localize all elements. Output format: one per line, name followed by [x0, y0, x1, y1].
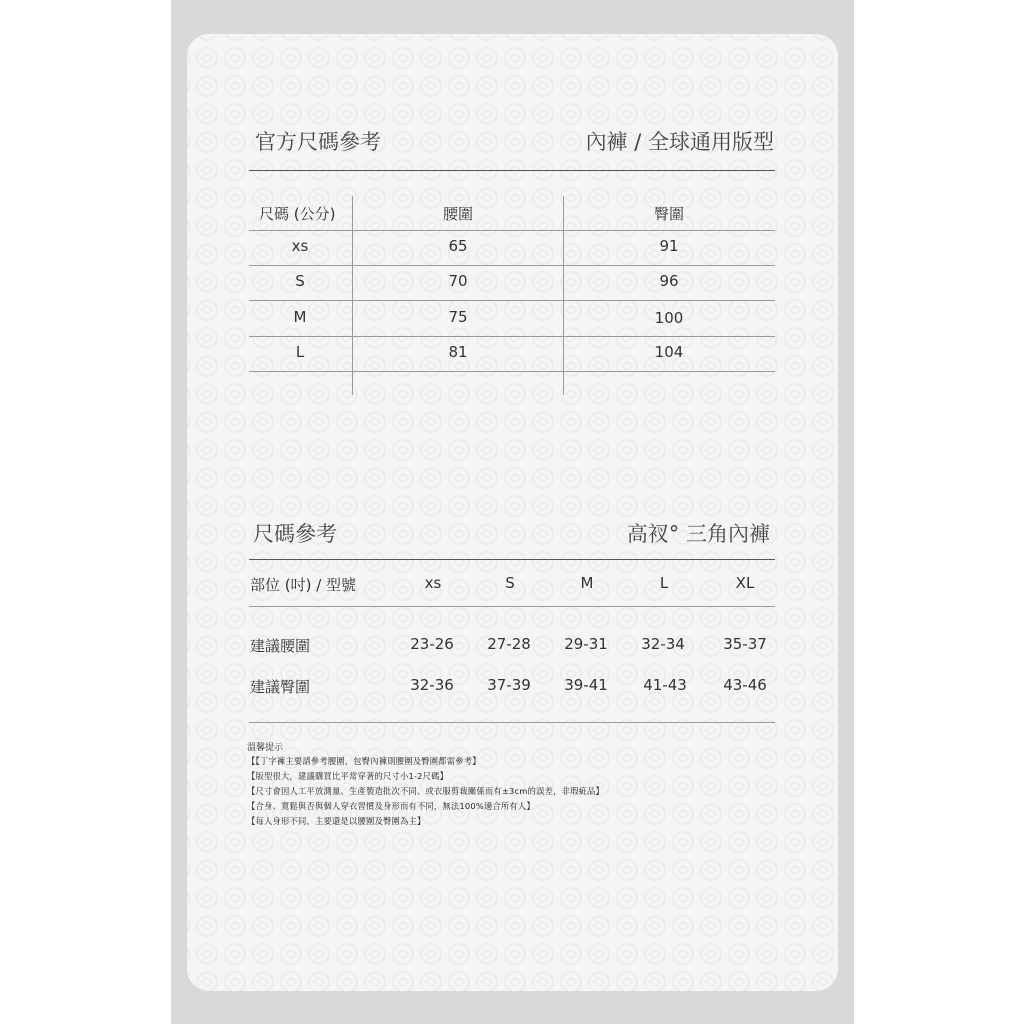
note-item: 【【丁字褲主要請參考腰圍，包臀內褲則腰圍及臀圍都需參考】 — [247, 756, 481, 766]
section1-col-divider — [563, 196, 564, 395]
section1-subtitle: 內褲 / 全球通用版型 — [585, 130, 774, 154]
row-label: 建議腰圍 — [250, 637, 311, 655]
waist-cell: 81 — [448, 343, 468, 361]
section2-header-size: XL — [735, 574, 755, 592]
size-cell: S — [295, 272, 305, 290]
section2-title: 尺碼參考 — [253, 522, 337, 546]
note-item: 【尺寸會因人工平放測量、生產製造批次不同、或衣服剪裁關係而有±3cm的誤差，非瑕疵品】 — [247, 786, 605, 796]
section2-header-label: 部位 (吋) / 型號 — [250, 576, 357, 594]
section1-row-rule — [249, 300, 775, 301]
section2-header-size: L — [659, 574, 669, 592]
note-item: 【版型很大，建議購買比平常穿著的尺寸小1-2尺碼】 — [247, 771, 449, 781]
section1-row-rule — [249, 371, 775, 372]
section1-col-divider — [352, 196, 353, 395]
section2-header-size: S — [505, 574, 515, 592]
section2-bottom-rule — [249, 722, 775, 723]
size-cell: L — [295, 343, 305, 361]
section1-header-waist: 腰圍 — [442, 205, 473, 223]
value-cell: 43-46 — [723, 676, 767, 694]
waist-cell: 65 — [448, 237, 468, 255]
size-cell: M — [293, 308, 307, 326]
section1-row-rule — [249, 265, 775, 266]
section2-subtitle: 高衩° 三角內褲 — [626, 522, 770, 546]
section1-row-rule — [249, 336, 775, 337]
value-cell: 29-31 — [564, 635, 608, 653]
waist-cell: 70 — [448, 272, 468, 290]
hip-cell: 91 — [659, 237, 679, 255]
hip-cell: 96 — [659, 272, 679, 290]
section2-header-size: M — [580, 574, 594, 592]
section2-title-rule — [249, 559, 775, 560]
section1-title: 官方尺碼參考 — [255, 130, 381, 154]
waist-cell: 75 — [448, 308, 468, 326]
section1-header-size: 尺碼 (公分) — [259, 205, 336, 223]
hip-cell: 104 — [654, 343, 684, 361]
value-cell: 39-41 — [564, 676, 608, 694]
size-cell: xs — [291, 237, 309, 255]
value-cell: 41-43 — [643, 676, 687, 694]
section1-header-hip: 臀圍 — [653, 205, 684, 223]
section2-header-rule — [249, 606, 775, 607]
hip-cell: 100 — [654, 309, 684, 327]
notes-title: 溫馨提示 — [247, 743, 284, 753]
value-cell: 35-37 — [723, 635, 767, 653]
value-cell: 27-28 — [487, 635, 531, 653]
value-cell: 32-36 — [410, 676, 454, 694]
note-item: 【每人身形不同，主要還是以腰圍及臀圍為主】 — [247, 816, 426, 826]
section1-title-rule — [249, 170, 775, 171]
value-cell: 23-26 — [410, 635, 454, 653]
note-item: 【合身、寬鬆與否與個人穿衣習慣及身形而有不同，無法100%適合所有人】 — [247, 801, 535, 811]
section1-row-rule — [249, 230, 775, 231]
value-cell: 37-39 — [487, 676, 531, 694]
value-cell: 32-34 — [641, 635, 685, 653]
section2-header-size: xs — [424, 574, 442, 592]
size-chart-card — [187, 34, 838, 991]
row-label: 建議臀圍 — [250, 678, 311, 696]
